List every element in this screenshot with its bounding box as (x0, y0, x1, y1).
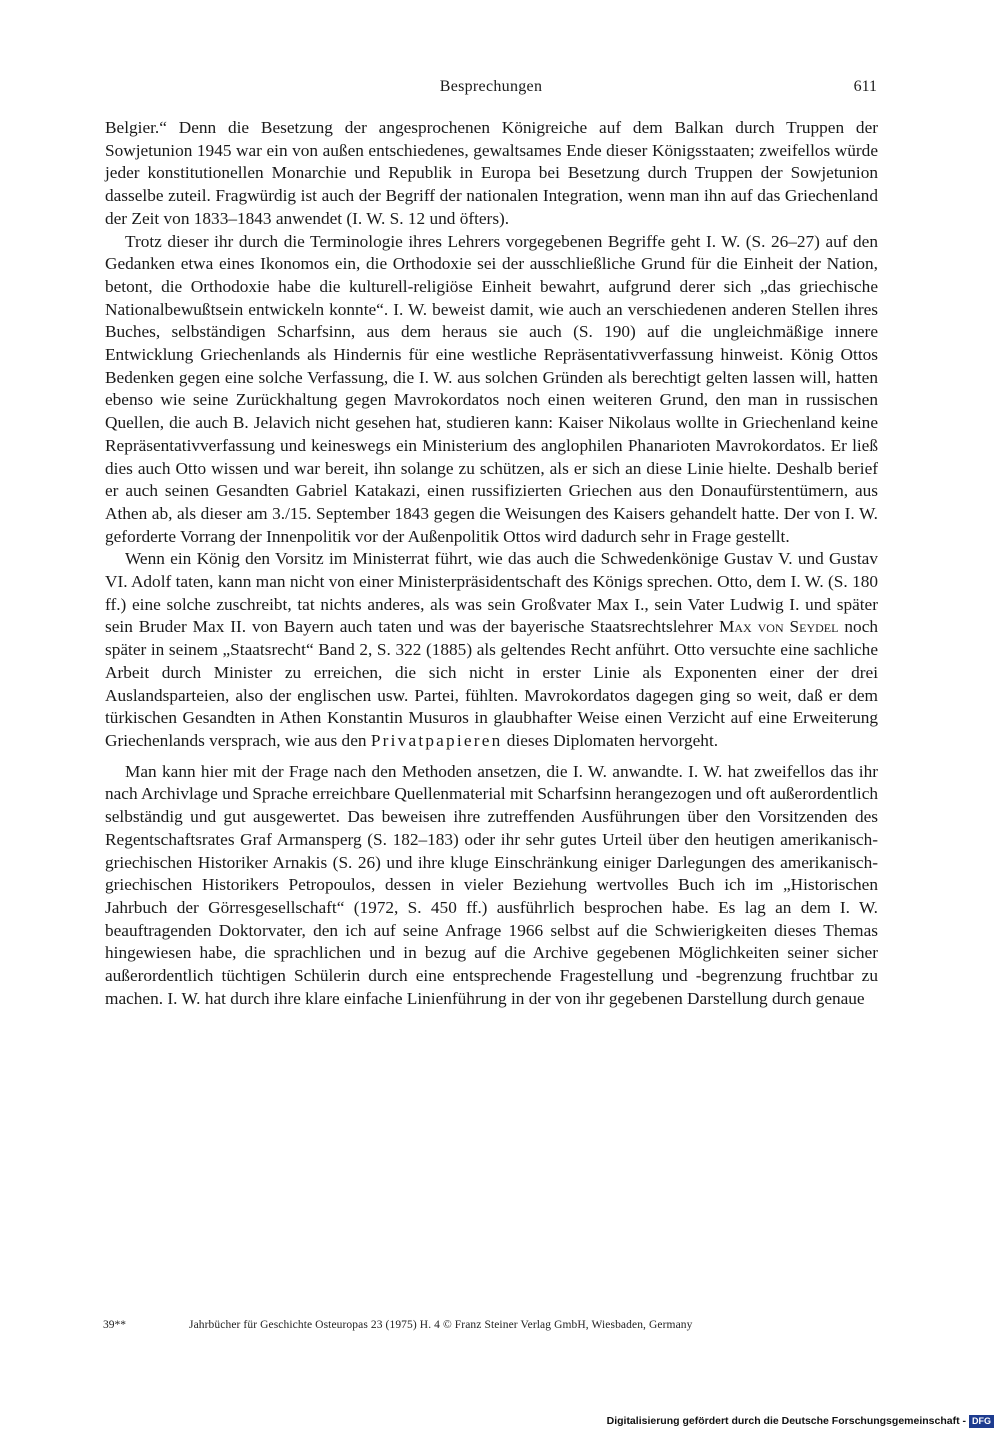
paragraph-4: Man kann hier mit der Frage nach den Methoden ansetzen, die I. W. anwandte. I. W. hat zweifellos das ihr nach Archivlage und Sprache erreichbare Quellenmaterial mit Scharfsinn herangezogen und oft außerordentlich selbständig und gut ausgewertet. Das beweisen ihre zutreffenden Ausführungen über den Vorsitzenden des Regentschaftsrates Graf Armansperg (S. 182–183) oder ihr sehr gutes Urteil über den heutigen amerikanisch-griechischen Historiker Arnakis (S. 26) und ihre kluge Einschränkung einiger Darlegungen des amerikanisch-griechischen Historikers Petropoulos, dessen in vieler Beziehung wertvolles Buch ich im „Historischen Jahrbuch der Görresgesellschaft“ (1972, S. 450 ff.) ausführlich besprochen habe. Es lag an dem I. W. beauftragenden Doktorvater, den ich auf seine Anfrage 1966 selbst auf die Schwierigkeiten dieses Themas hingewiesen habe, die sprachlichen und in bezug auf die Archive gegebenen Möglichkeiten seiner sicher außerordentlich tüchtigen Schülerin durch eine entsprechende Fragestellung und -begrenzung fruchtbar zu machen. I. W. hat durch ihre klare einfache Linienführung in der von ihr gegebenen Darstellung durch genaue (105, 761, 879, 1008)
spaced-emphasis: Privatpapieren (370, 730, 503, 750)
running-title: Besprechungen (439, 78, 543, 95)
journal-imprint: Jahrbücher für Geschichte Osteuropas 23 (1975) H. 4 © Franz Steiner Verlag GmbH, Wiesbaden, Germany (189, 1319, 693, 1331)
paragraph-2: Trotz dieser ihr durch die Terminologie ihres Lehrers vorgegebenen Begriffe geht I. W. (S. 26–27) auf den Gedanken etwa eines Ikonomos ein, die Orthodoxie sei der ausschließliche Grund für die Einheit der Nation, betont, die Orthodoxie habe die kulturell-religiöse Einheit bewahrt, aufgrund derer sich „das griechische Nationalbewußtsein entwickeln konnte“. I. W. beweist damit, wie auch an verschiedenen anderen Stellen ihres Buches, selbständigen Scharfsinn, aus dem heraus sie auch (S. 190) auf die ungleichmäßige innere Entwicklung Griechenlands als Hindernis für eine westliche Repräsentativverfassung hinweist. König Ottos Bedenken gegen eine solche Verfassung, die I. W. aus solchen Gründen als berechtigt gelten lassen will, hatten ebenso wie seine Zurückhaltung gegen Mavrokordatos noch einen weiteren Grund, den man in russischen Quellen, die auch B. Jelavich nicht gesehen hat, studieren kann: Kaiser Nikolaus wollte in Griechenland keine Repräsentativverfassung und keineswegs ein Ministerium des anglophilen Phanarioten Mavrokordatos. Er ließ dies auch Otto wissen und war bereit, ihn solange zu schützen, als er sich an diese Linie hielte. Deshalb berief er auch seinen Gesandten Gabriel Katakazi, einen russifizierten Griechen aus den Donaufürstentümern, aus Athen ab, als dieser am 3./15. September 1843 gegen die Weisungen des Kaisers gehandelt hatte. Der von I. W. geforderte Vorrang der Innenpolitik vor der Außenpolitik Ottos wird dadurch sehr in Frage gestellt. (105, 231, 878, 546)
paragraph-3-text-b: noch später in seinem „Staatsrecht“ Band 2, S. 322 (1885) als geltendes Recht anführt. Otto versuchte eine sachliche Arbeit durch Minister zu erreichen, die sich nicht in erster Linie als Exponenten einer der drei Auslandsparteien, also der englischen usw. Partei, fühlten. Mavrokordatos dagegen ging so weit, daß er dem türkischen Gesandten in Athen Konstantin Musuros in glaubhafter Weise einen Verzicht auf eine Erweiterung Griechenlands versprach, wie aus den (105, 617, 878, 750)
article-body (105, 117, 878, 1010)
paragraph-3-text-a: Wenn ein König den Vorsitz im Ministerrat führt, wie das auch die Schwedenkönige Gustav V. und Gustav VI. Adolf taten, kann man nicht von einer Ministerpräsidentschaft des Königs sprechen. Otto, dem I. W. (S. 180 ff.) eine solche zuschreibt, tat nichts anderes, als was sein Großvater Max I., sein Vater Ludwig I. und später sein Bruder Max II. von Bayern auch taten und was der bayerische Staatsrechtslehrer (105, 549, 878, 637)
signature-mark: 39** (103, 1319, 126, 1331)
author-name-small-caps: Max von Seydel (718, 617, 839, 637)
dfg-logo: DFG (969, 1415, 994, 1428)
page-number: 611 (853, 78, 877, 95)
paragraph-3 (105, 548, 878, 752)
running-head (105, 78, 877, 102)
paragraph-3-text-c: dieses Diplomaten hervorgeht. (506, 730, 719, 750)
digitization-notice-text: Digitalisierung gefördert durch die Deutsche Forschungsgemeinschaft - (606, 1415, 966, 1427)
paragraph-1: Belgier.“ Denn die Besetzung der angesprochenen Königreiche auf dem Balkan durch Truppen der Sowjetunion 1945 war ein von außen entschiedenes, gewaltsames Ende dieser Königsstaaten; zweifellos würde jeder konstitutionellen Monarchie und Republik in Europa bei Besetzung durch Truppen der Sowjetunion dasselbe zuteil. Fragwürdig ist auch der Begriff der nationalen Integration, wenn man ihn auf das Griechenland der Zeit von 1833–1843 anwendet (I. W. S. 12 und öfters). (105, 118, 878, 228)
digitization-notice (607, 1414, 994, 1428)
